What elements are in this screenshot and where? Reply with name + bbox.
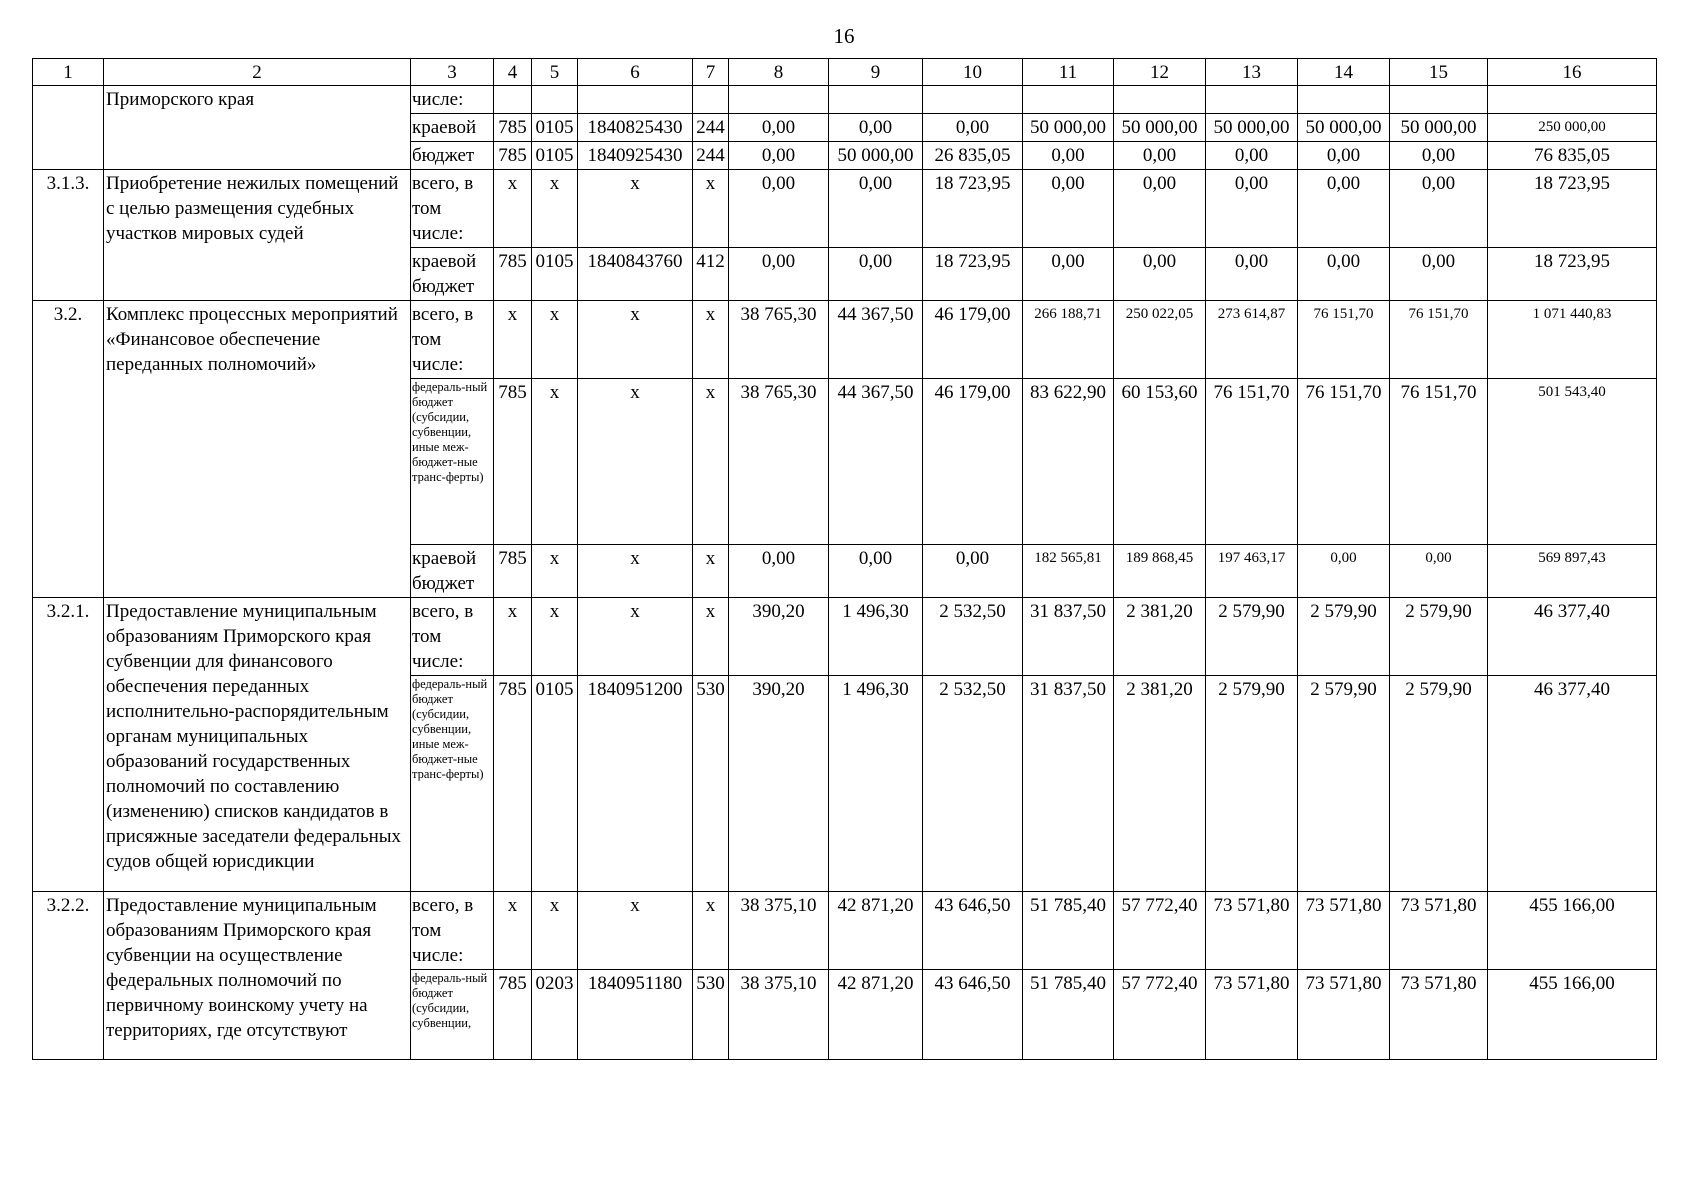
amount-cell: 60 153,60 [1114, 379, 1206, 545]
amount-cell [1206, 86, 1298, 114]
amount-cell: 250 022,05 [1114, 301, 1206, 379]
amount-cell: 44 367,50 [829, 301, 923, 379]
code-cell-c5: 0105 [532, 248, 578, 301]
amount-cell: 44 367,50 [829, 379, 923, 545]
row-index: 3.2. [33, 301, 104, 598]
amount-cell: 76 151,70 [1298, 379, 1390, 545]
amount-cell: 2 579,90 [1390, 676, 1488, 892]
amount-cell: 197 463,17 [1206, 545, 1298, 598]
amount-cell: 2 579,90 [1298, 598, 1390, 676]
amount-cell: 2 532,50 [923, 598, 1023, 676]
funding-source: всего, в том числе: [411, 170, 494, 248]
header-cell: 4 [494, 59, 532, 86]
table-body [33, 59, 1657, 1060]
funding-source: всего, в том числе: [411, 892, 494, 970]
amount-cell: 0,00 [729, 114, 829, 142]
code-cell-c6: 1840843760 [578, 248, 693, 301]
amount-cell: 0,00 [1390, 248, 1488, 301]
amount-cell: 42 871,20 [829, 970, 923, 1060]
code-cell-c6: x [578, 545, 693, 598]
amount-cell: 76 835,05 [1488, 142, 1657, 170]
amount-cell: 2 579,90 [1298, 676, 1390, 892]
amount-cell: 0,00 [1390, 170, 1488, 248]
amount-cell [1023, 86, 1114, 114]
amount-cell: 2 579,90 [1390, 598, 1488, 676]
amount-cell: 455 166,00 [1488, 892, 1657, 970]
amount-cell: 38 765,30 [729, 301, 829, 379]
amount-cell: 0,00 [1114, 170, 1206, 248]
header-row [33, 59, 1657, 86]
amount-cell: 51 785,40 [1023, 970, 1114, 1060]
table-row [33, 598, 1657, 676]
code-cell-c5: x [532, 892, 578, 970]
amount-cell: 273 614,87 [1206, 301, 1298, 379]
amount-cell: 189 868,45 [1114, 545, 1206, 598]
funding-source: всего, в том числе: [411, 598, 494, 676]
amount-cell: 0,00 [923, 545, 1023, 598]
amount-cell: 31 837,50 [1023, 598, 1114, 676]
amount-cell: 0,00 [829, 170, 923, 248]
page-number: 16 [833, 24, 855, 48]
header-cell: 2 [104, 59, 411, 86]
amount-cell [729, 86, 829, 114]
amount-cell: 50 000,00 [1114, 114, 1206, 142]
amount-cell: 73 571,80 [1390, 970, 1488, 1060]
amount-cell: 46 377,40 [1488, 676, 1657, 892]
code-cell-c6 [578, 86, 693, 114]
amount-cell: 43 646,50 [923, 970, 1023, 1060]
code-cell-c6: 1840951200 [578, 676, 693, 892]
amount-cell: 0,00 [829, 248, 923, 301]
table-row [33, 301, 1657, 379]
code-cell-c5 [532, 86, 578, 114]
amount-cell: 0,00 [729, 142, 829, 170]
amount-cell: 390,20 [729, 598, 829, 676]
amount-cell: 73 571,80 [1390, 892, 1488, 970]
amount-cell: 0,00 [1023, 170, 1114, 248]
code-cell-c7: 530 [693, 970, 729, 1060]
amount-cell: 0,00 [1206, 170, 1298, 248]
funding-source: краевой бюджет [411, 248, 494, 301]
amount-cell: 0,00 [1206, 248, 1298, 301]
amount-cell [923, 86, 1023, 114]
code-cell-c4: x [494, 892, 532, 970]
amount-cell: 250 000,00 [1488, 114, 1657, 142]
amount-cell [1488, 86, 1657, 114]
header-cell: 13 [1206, 59, 1298, 86]
amount-cell [829, 86, 923, 114]
code-cell-c7: x [693, 379, 729, 545]
measure-name: Приобретение нежилых помещений с целью размещения судебных участков мировых судей [104, 170, 411, 301]
amount-cell: 0,00 [1390, 142, 1488, 170]
code-cell-c7: x [693, 892, 729, 970]
amount-cell: 0,00 [1298, 248, 1390, 301]
amount-cell [1390, 86, 1488, 114]
amount-cell: 76 151,70 [1390, 379, 1488, 545]
code-cell-c5: x [532, 598, 578, 676]
amount-cell: 0,00 [1023, 142, 1114, 170]
amount-cell: 182 565,81 [1023, 545, 1114, 598]
row-index [33, 86, 104, 170]
amount-cell: 0,00 [1298, 170, 1390, 248]
table-row [33, 170, 1657, 248]
code-cell-c6: 1840951180 [578, 970, 693, 1060]
code-cell-c4: 785 [494, 142, 532, 170]
amount-cell: 18 723,95 [1488, 170, 1657, 248]
code-cell-c5: x [532, 545, 578, 598]
amount-cell: 2 532,50 [923, 676, 1023, 892]
code-cell-c7: 244 [693, 114, 729, 142]
amount-cell: 76 151,70 [1298, 301, 1390, 379]
code-cell-c7: 412 [693, 248, 729, 301]
funding-source: всего, в том числе: [411, 301, 494, 379]
amount-cell: 1 496,30 [829, 598, 923, 676]
table-row [33, 86, 1657, 114]
amount-cell: 51 785,40 [1023, 892, 1114, 970]
amount-cell [1114, 86, 1206, 114]
amount-cell: 50 000,00 [829, 142, 923, 170]
code-cell-c7 [693, 86, 729, 114]
header-cell: 8 [729, 59, 829, 86]
code-cell-c6: 1840925430 [578, 142, 693, 170]
code-cell-c6: x [578, 892, 693, 970]
header-cell: 14 [1298, 59, 1390, 86]
measure-name: Предоставление муниципальным образованиям Приморского края субвенции на осуществление федеральных полномочий по первичному воинскому учету на территориях, где отсутствуют [104, 892, 411, 1060]
amount-cell: 18 723,95 [923, 170, 1023, 248]
amount-cell: 0,00 [729, 248, 829, 301]
header-cell: 9 [829, 59, 923, 86]
amount-cell: 0,00 [1206, 142, 1298, 170]
amount-cell: 46 179,00 [923, 301, 1023, 379]
amount-cell: 73 571,80 [1206, 892, 1298, 970]
code-cell-c4: x [494, 301, 532, 379]
funding-source: краевой [411, 114, 494, 142]
funding-source: числе: [411, 86, 494, 114]
amount-cell: 73 571,80 [1298, 970, 1390, 1060]
header-cell: 6 [578, 59, 693, 86]
amount-cell: 0,00 [1390, 545, 1488, 598]
amount-cell: 455 166,00 [1488, 970, 1657, 1060]
measure-name: Предоставление муниципальным образованиям Приморского края субвенции для финансового обеспечения переданных исполнительно-распорядительным органам муниципальных образований государственных полномочий по составлению (изменению) списков кандидатов в присяжные заседатели федеральных судов общей юрисдикции [104, 598, 411, 892]
header-cell: 12 [1114, 59, 1206, 86]
header-cell: 7 [693, 59, 729, 86]
row-index: 3.1.3. [33, 170, 104, 301]
code-cell-c5: 0203 [532, 970, 578, 1060]
amount-cell: 2 579,90 [1206, 598, 1298, 676]
code-cell-c4: 785 [494, 545, 532, 598]
amount-cell: 569 897,43 [1488, 545, 1657, 598]
amount-cell: 501 543,40 [1488, 379, 1657, 545]
code-cell-c5: 0105 [532, 142, 578, 170]
code-cell-c6: x [578, 598, 693, 676]
amount-cell [1298, 86, 1390, 114]
amount-cell: 57 772,40 [1114, 892, 1206, 970]
funding-source: федераль-ный бюджет (субсидии, субвенции, иные меж-бюджет-ные транс-ферты) [411, 379, 494, 545]
amount-cell: 42 871,20 [829, 892, 923, 970]
header-cell: 16 [1488, 59, 1657, 86]
code-cell-c4: x [494, 598, 532, 676]
table-row [33, 892, 1657, 970]
amount-cell: 50 000,00 [1023, 114, 1114, 142]
row-index: 3.2.2. [33, 892, 104, 1060]
amount-cell: 31 837,50 [1023, 676, 1114, 892]
amount-cell: 2 381,20 [1114, 676, 1206, 892]
code-cell-c4: x [494, 170, 532, 248]
amount-cell: 46 179,00 [923, 379, 1023, 545]
amount-cell: 0,00 [829, 545, 923, 598]
code-cell-c5: 0105 [532, 114, 578, 142]
funding-source: краевой бюджет [411, 545, 494, 598]
code-cell-c7: x [693, 545, 729, 598]
amount-cell: 50 000,00 [1298, 114, 1390, 142]
amount-cell: 0,00 [1298, 142, 1390, 170]
amount-cell: 0,00 [1114, 248, 1206, 301]
amount-cell: 26 835,05 [923, 142, 1023, 170]
amount-cell: 46 377,40 [1488, 598, 1657, 676]
code-cell-c4: 785 [494, 970, 532, 1060]
code-cell-c6: x [578, 379, 693, 545]
funding-source: федераль-ный бюджет (субсидии, субвенции, [411, 970, 494, 1060]
measure-name: Комплекс процессных мероприятий «Финансовое обеспечение переданных полномочий» [104, 301, 411, 598]
code-cell-c4: 785 [494, 676, 532, 892]
amount-cell: 50 000,00 [1206, 114, 1298, 142]
header-cell: 1 [33, 59, 104, 86]
amount-cell: 18 723,95 [1488, 248, 1657, 301]
amount-cell: 38 375,10 [729, 892, 829, 970]
amount-cell: 18 723,95 [923, 248, 1023, 301]
amount-cell: 390,20 [729, 676, 829, 892]
amount-cell: 0,00 [1114, 142, 1206, 170]
code-cell-c4: 785 [494, 379, 532, 545]
header-cell: 10 [923, 59, 1023, 86]
amount-cell: 2 381,20 [1114, 598, 1206, 676]
amount-cell: 57 772,40 [1114, 970, 1206, 1060]
code-cell-c7: 530 [693, 676, 729, 892]
code-cell-c4: 785 [494, 248, 532, 301]
code-cell-c6: x [578, 301, 693, 379]
code-cell-c6: x [578, 170, 693, 248]
code-cell-c4: 785 [494, 114, 532, 142]
amount-cell: 0,00 [1298, 545, 1390, 598]
code-cell-c7: x [693, 170, 729, 248]
code-cell-c7: x [693, 598, 729, 676]
measure-name: Приморского края [104, 86, 411, 170]
code-cell-c6: 1840825430 [578, 114, 693, 142]
header-cell: 3 [411, 59, 494, 86]
amount-cell: 0,00 [1023, 248, 1114, 301]
amount-cell: 43 646,50 [923, 892, 1023, 970]
amount-cell: 0,00 [923, 114, 1023, 142]
budget-table [32, 58, 1657, 1060]
amount-cell: 73 571,80 [1206, 970, 1298, 1060]
code-cell-c7: x [693, 301, 729, 379]
header-cell: 5 [532, 59, 578, 86]
header-cell: 11 [1023, 59, 1114, 86]
amount-cell: 38 765,30 [729, 379, 829, 545]
amount-cell: 76 151,70 [1206, 379, 1298, 545]
amount-cell: 83 622,90 [1023, 379, 1114, 545]
code-cell-c5: x [532, 379, 578, 545]
amount-cell: 0,00 [829, 114, 923, 142]
code-cell-c4 [494, 86, 532, 114]
code-cell-c5: x [532, 301, 578, 379]
amount-cell: 76 151,70 [1390, 301, 1488, 379]
funding-source: бюджет [411, 142, 494, 170]
code-cell-c5: x [532, 170, 578, 248]
funding-source: федераль-ный бюджет (субсидии, субвенции, иные меж-бюджет-ные транс-ферты) [411, 676, 494, 892]
header-cell: 15 [1390, 59, 1488, 86]
amount-cell: 1 496,30 [829, 676, 923, 892]
code-cell-c5: 0105 [532, 676, 578, 892]
amount-cell: 38 375,10 [729, 970, 829, 1060]
code-cell-c7: 244 [693, 142, 729, 170]
amount-cell: 50 000,00 [1390, 114, 1488, 142]
amount-cell: 266 188,71 [1023, 301, 1114, 379]
row-index: 3.2.1. [33, 598, 104, 892]
amount-cell: 2 579,90 [1206, 676, 1298, 892]
amount-cell: 0,00 [729, 170, 829, 248]
amount-cell: 73 571,80 [1298, 892, 1390, 970]
amount-cell: 1 071 440,83 [1488, 301, 1657, 379]
amount-cell: 0,00 [729, 545, 829, 598]
